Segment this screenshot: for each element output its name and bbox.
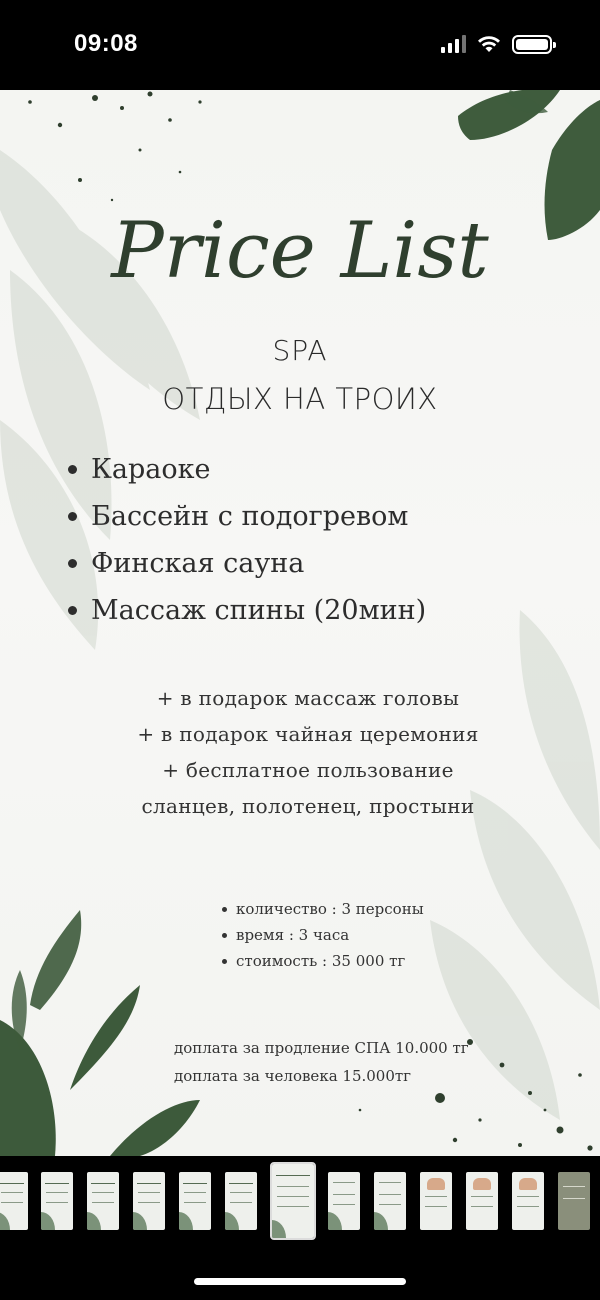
status-bar — [0, 0, 600, 90]
extra-charge-line: доплата за продление СПА 10.000 тг — [174, 1039, 469, 1057]
poster-subtitle-spa: SPA — [272, 334, 328, 367]
thumbnail[interactable] — [0, 1172, 28, 1230]
thumbnail[interactable] — [41, 1172, 73, 1230]
gift-line: + в подарок массаж головы — [156, 686, 460, 710]
thumbnail[interactable] — [87, 1172, 119, 1230]
thumbnail[interactable] — [420, 1172, 452, 1230]
thumbnail[interactable] — [512, 1172, 544, 1230]
battery-level — [516, 39, 548, 50]
details-list — [222, 896, 424, 974]
list-item: время : 3 часа — [222, 922, 424, 948]
list-item: Финская сауна — [68, 540, 426, 587]
price-list-poster[interactable] — [0, 90, 600, 1156]
gifts-block — [0, 680, 600, 824]
status-time: 09:08 — [74, 30, 138, 57]
thumbnail[interactable] — [179, 1172, 211, 1230]
battery-icon — [512, 35, 552, 54]
gift-line: + в подарок чайная церемония — [137, 722, 479, 746]
thumbnail[interactable] — [133, 1172, 165, 1230]
thumbnail-current[interactable] — [272, 1164, 314, 1238]
thumbnail-strip[interactable] — [0, 1160, 600, 1240]
extra-charge-line: доплата за человека 15.000тг — [174, 1067, 412, 1085]
features-list — [68, 446, 426, 634]
wifi-icon — [476, 34, 502, 54]
thumbnail[interactable] — [374, 1172, 406, 1230]
thumbnail[interactable] — [558, 1172, 590, 1230]
list-item: Караоке — [68, 446, 426, 493]
thumbnail[interactable] — [328, 1172, 360, 1230]
poster-subtitle-package: ОТДЫХ НА ТРОИХ — [162, 382, 438, 416]
home-indicator[interactable] — [194, 1278, 406, 1285]
poster-title: Price List — [111, 206, 489, 296]
extra-charges — [174, 1034, 469, 1090]
cellular-signal-icon — [441, 35, 466, 53]
title-script — [0, 185, 600, 305]
status-icons — [441, 34, 552, 54]
thumbnail[interactable] — [466, 1172, 498, 1230]
thumbnail[interactable] — [225, 1172, 257, 1230]
list-item: Бассейн с подогревом — [68, 493, 426, 540]
gift-line: сланцев, полотенец, простыни — [141, 794, 475, 818]
gift-line: + бесплатное пользование — [162, 758, 454, 782]
list-item: стоимость : 35 000 тг — [222, 948, 424, 974]
list-item: Массаж спины (20мин) — [68, 587, 426, 634]
list-item: количество : 3 персоны — [222, 896, 424, 922]
